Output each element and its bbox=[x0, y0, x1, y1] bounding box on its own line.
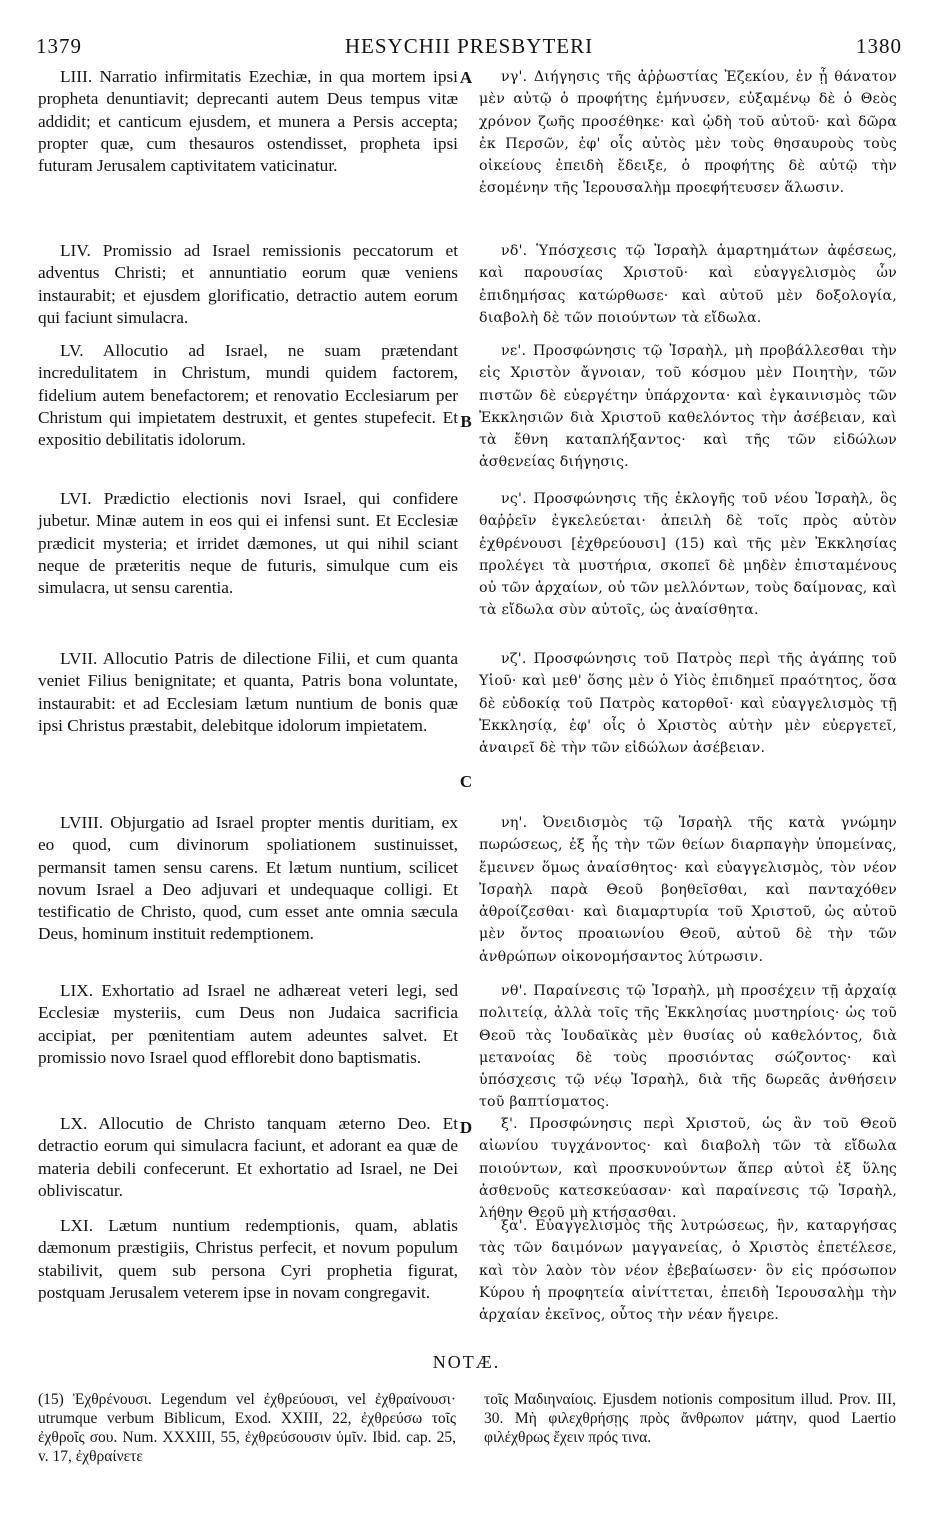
greek-entry-58: νη'. Ὀνειδισμὸς τῷ Ἰσραὴλ τῆς κατὰ γνώμην πωρώσεως, ἐξ ἧς τὴν τῶν θείων διαρπαγὴν ὑπομείνας, ἔμεινεν ὅμως ἀναίσθητος· καὶ εὐαγγελισμὸς, τὸν νέον Ἰσραὴλ παρὰ Θεοῦ βοηθεῖσθαι, καὶ πανταχόθεν ἀθροίζεσθαι· καὶ διαμαρτυρία τοῦ Χριστοῦ, ὡς αὐτοῦ μὲν ὄντος προαιωνίου Θεοῦ, αὐτοῦ δὲ τὴν τῶν ἀνθρώπων οἰκονομήσαντος λύτρωσιν. bbox=[479, 815, 897, 965]
greek-entry-57: νζ'. Προσφώνησις τοῦ Πατρὸς περὶ τῆς ἀγάπης τοῦ Υἱοῦ· καὶ μεθ' ὅσης μὲν ὁ Υἱὸς ἐπιδημεῖ πραότητος, ὅσα δὲ εὐδοκίᾳ τοῦ Πατρὸς κατορθοῖ· καὶ εὐαγγελισμὸς τῇ Ἐκκλησίᾳ, ἐφ' οἷς ὁ Χριστὸς αὐτὴν μὲν εὐεργετεῖ, ἀναιρεῖ δὲ τὴν τῶν εἰδώλων ἀσέβειαν. bbox=[479, 651, 897, 757]
greek-entry-55: νε'. Προσφώνησις τῷ Ἰσραὴλ, μὴ προβάλλεσθαι τὴν εἰς Χριστὸν ἄγνοιαν, τοῦ κόσμου μὲν Ποιητὴν, τῶν πιστῶν δὲ εὐεργέτην ὑπάρχοντα· καὶ ἐγκαινισμὸς τῶν Ἐκκλησιῶν διὰ Χριστοῦ καθελόντος τὴν ἀσέβειαν, καὶ τὰ ἔθνη καταπλήξαντος· καὶ τῆς τῶν εἰδώλων ἀσθενείας διήγησις. bbox=[479, 343, 897, 471]
margin-marker-a: A bbox=[459, 68, 473, 87]
footnote-left: (15) Ἐχθρένουσι. Legendum vel ἐχθρεύουσι, vel ἐχθραίνουσι· utrumque verbum Biblicum, Exod. XXIII, 22, ἐχθρεύσω τοῖς ἐχθροῖς σου. Num. XXXIII, 55, ἐχθρεύσουσιν ὑμῖν. Ibid. cap. 25, v. 17, ἐχθραίνετε bbox=[38, 1391, 456, 1465]
greek-entry-54: νδ'. Ὑπόσχεσις τῷ Ἰσραὴλ ἁμαρτημάτων ἀφέσεως, καὶ παρουσίας Χριστοῦ· καὶ εὐαγγελισμὸς ὧν ἐπιδημήσας κατώρθωσε· καὶ αὐτοῦ μὲν δοξολογία, διαβολὴ δὲ τῶν ποιούντων τὰ εἴδωλα. bbox=[479, 243, 897, 326]
latin-entry-58: LVIII. Objurgatio ad Israel propter mentis duritiam, ex eo quod, cum divinorum spoliationem sustinuisset, permansit tamen sensu carens. Et lætum nuntium, scilicet novum Israel a Deo adjuvari et undequaque colligi. Et testificatio de Christo, quod, cum esset ante omnia sæcula Deus, hominum instituit redemptionem. bbox=[38, 813, 458, 944]
greek-entry-56: νς'. Προσφώνησις τῆς ἐκλογῆς τοῦ νέου Ἰσραὴλ, ὃς θαῤῥεῖν ἐγκελεύεται· ἀπειλὴ δὲ τοῖς πρὸς αὐτὸν ἐχθρένουσι [ἐχθρεύουσι] (15) καὶ τῆς μὲν Ἐκκλησίας προλέγει τὰ μυστήρια, σκοπεῖ δὲ μηδὲν ἐπισταμένους οὐ τῶν ἀρχαίων, οὐ τῶν μελλόντων, τοὺς δαίμονας, καὶ τὰ εἴδωλα σὺν αὐτοῖς, ὡς ἀναίσθητα. bbox=[479, 491, 897, 619]
greek-entry-53: νγ'. Διήγησις τῆς ἀῤῥωστίας Ἐζεκίου, ἐν ᾗ θάνατον μὲν αὐτῷ ὁ προφήτης ἐμήνυσεν, εὐξαμένῳ δὲ ὁ Θεὸς χρόνον ζωῆς προσέθηκε· καὶ ᾠδὴ τοῦ αὐτοῦ· καὶ δῶρα ἐκ Περσῶν, ἐφ' οἷς αὐτὸς μὲν τοὺς θησαυροὺς τοὺς οἰκείους ἐπειδὴ ἔδειξε, ὁ προφήτης δὲ αὐτῷ τὴν ἐσομένην τῆς Ἱερουσαλὴμ προεφήτευσεν ἅλωσιν. bbox=[479, 69, 897, 197]
greek-entry-59: νθ'. Παραίνεσις τῷ Ἰσραὴλ, μὴ προσέχειν τῇ ἀρχαίᾳ πολιτείᾳ, ἀλλὰ τοῖς τῆς Ἐκκλησίας μυστηρίοις· ὡς τοῦ Θεοῦ τὰς Ἰουδαϊκὰς μὲν θυσίας οὐ καθελόντος, διὰ μετανοίας δὲ τοὺς προσιόντας σώζοντος· καὶ ὑπόσχεσις τῷ νέῳ Ἰσραὴλ, διὰ τῆς δωρεᾶς ἀνθήσειν τοῦ βαπτίσματος. bbox=[479, 983, 897, 1111]
page-number-left: 1379 bbox=[36, 34, 82, 58]
running-title: HESYCHII PRESBYTERI bbox=[344, 34, 594, 58]
latin-entry-61: LXI. Lætum nuntium redemptionis, quam, ablatis dæmonum præstigiis, Christus perfecit, et novum populum stabilivit, quem sub persona Cyri prophetia figurat, postquam Jerusalem veterem ipse in novam congregavit. bbox=[38, 1216, 458, 1302]
latin-entry-60: LX. Allocutio de Christo tanquam æterno Deo. Et detractio eorum qui simulacra faciunt, et adorant ea quæ de materia debili confecerunt. Et exhortatio ad Israel, ne Dei obliviscatur. bbox=[38, 1114, 458, 1200]
latin-entry-55: LV. Allocutio ad Israel, ne suam prætendant incredulitatem in Christum, mundi quidem factorem, fidelium autem benefactorem; et renovatio Ecclesiarum per Christum qui impietatem destruxit, et gentes stupefecit. Et expositio debilitatis idolorum. bbox=[38, 341, 458, 450]
margin-marker-c: C bbox=[459, 772, 473, 791]
latin-entry-56: LVI. Prædictio electionis novi Israel, qui confidere jubetur. Minæ autem in eos qui ei infensi sunt. Et Ecclesiæ prædicit mysteria; et irridet dæmones, ut qui nihil sciant neque de præteritis neque de futuris, simulque cum eis simulacra, ut sensu carentia. bbox=[38, 489, 458, 598]
notes-heading: NOTÆ. bbox=[432, 1352, 501, 1372]
latin-entry-57: LVII. Allocutio Patris de dilectione Filii, et cum quanta veniet Filius benignitate; et quanta, Patris bona voluntate, instaurabit: et ad Ecclesiam lætum nuntium de bonis quæ ipsi Christus præstabit, delebitque idolorum impietatem. bbox=[38, 649, 458, 735]
latin-entry-54: LIV. Promissio ad Israel remissionis peccatorum et adventus Christi; et annuntiatio eorum quæ veniens instaurabit; et ejusdem glorificatio, detractio autem eorum qui faciunt simulacra. bbox=[38, 241, 458, 327]
greek-entry-61: ξα'. Εὐαγγελισμὸς τῆς λυτρώσεως, ἣν, καταργήσας τὰς τῶν δαιμόνων μαγγανείας, ὁ Χριστὸς ἐπετέλεσε, καὶ τὸν λαὸν τὸν νέον ἐβεβαίωσεν· ὃν εἰς πρόσωπον Κύρου ἡ προφητεία αἰνίττεται, ἐπειδὴ Ἱερουσαλὴμ τὴν ἀρχαίαν ἐκεῖνος, οὗτος τὴν νέαν ἤγειρε. bbox=[479, 1218, 897, 1324]
margin-marker-b: B bbox=[460, 412, 472, 431]
page-number-right: 1380 bbox=[856, 34, 902, 58]
greek-entry-60: ξ'. Προσφώνησις περὶ Χριστοῦ, ὡς ἂν τοῦ Θεοῦ αἰωνίου τυγχάνοντος· καὶ διαβολὴ τῶν τὰ εἴδωλα ποιούντων, καὶ προσκυνούντων ἅπερ αὐτοὶ ἐξ ὕλης ἀσθενοῦς κατεσκεύασαν· καὶ παραίνεσις τῷ Ἰσραὴλ, λήθην Θεοῦ μὴ κτήσασθαι. bbox=[479, 1116, 897, 1222]
latin-entry-53: LIII. Narratio infirmitatis Ezechiæ, in qua mortem ipsi propheta denuntiavit; deprecanti autem Deus tempus vitæ addidit; et canticum ejusdem, et munera a Persis accepta; propter quæ, cum thesauros ostendisset, propheta ipsi futuram Jerusalem captivitatem vaticinatur. bbox=[38, 67, 458, 176]
margin-marker-d: D bbox=[459, 1118, 473, 1137]
page-header bbox=[36, 34, 902, 64]
footnote-right: τοῖς Μαδιηναίοις. Ejusdem notionis compositum illud. Prov. III, 30. Μὴ φιλεχθρήσῃς πρὸς ἄνθρωπον μάτην, quod Laertio φιλέχθρως ἔχειν πρός τινα. bbox=[484, 1391, 896, 1446]
latin-entry-59: LIX. Exhortatio ad Israel ne adhæreat veteri legi, sed Ecclesiæ mysteriis, cum Deus non Judaica sacrificia accipiat, per pœnitentiam autem adeuntes salvet. Et promissio novo Israel quod efflorebit dono baptismatis. bbox=[38, 981, 458, 1067]
